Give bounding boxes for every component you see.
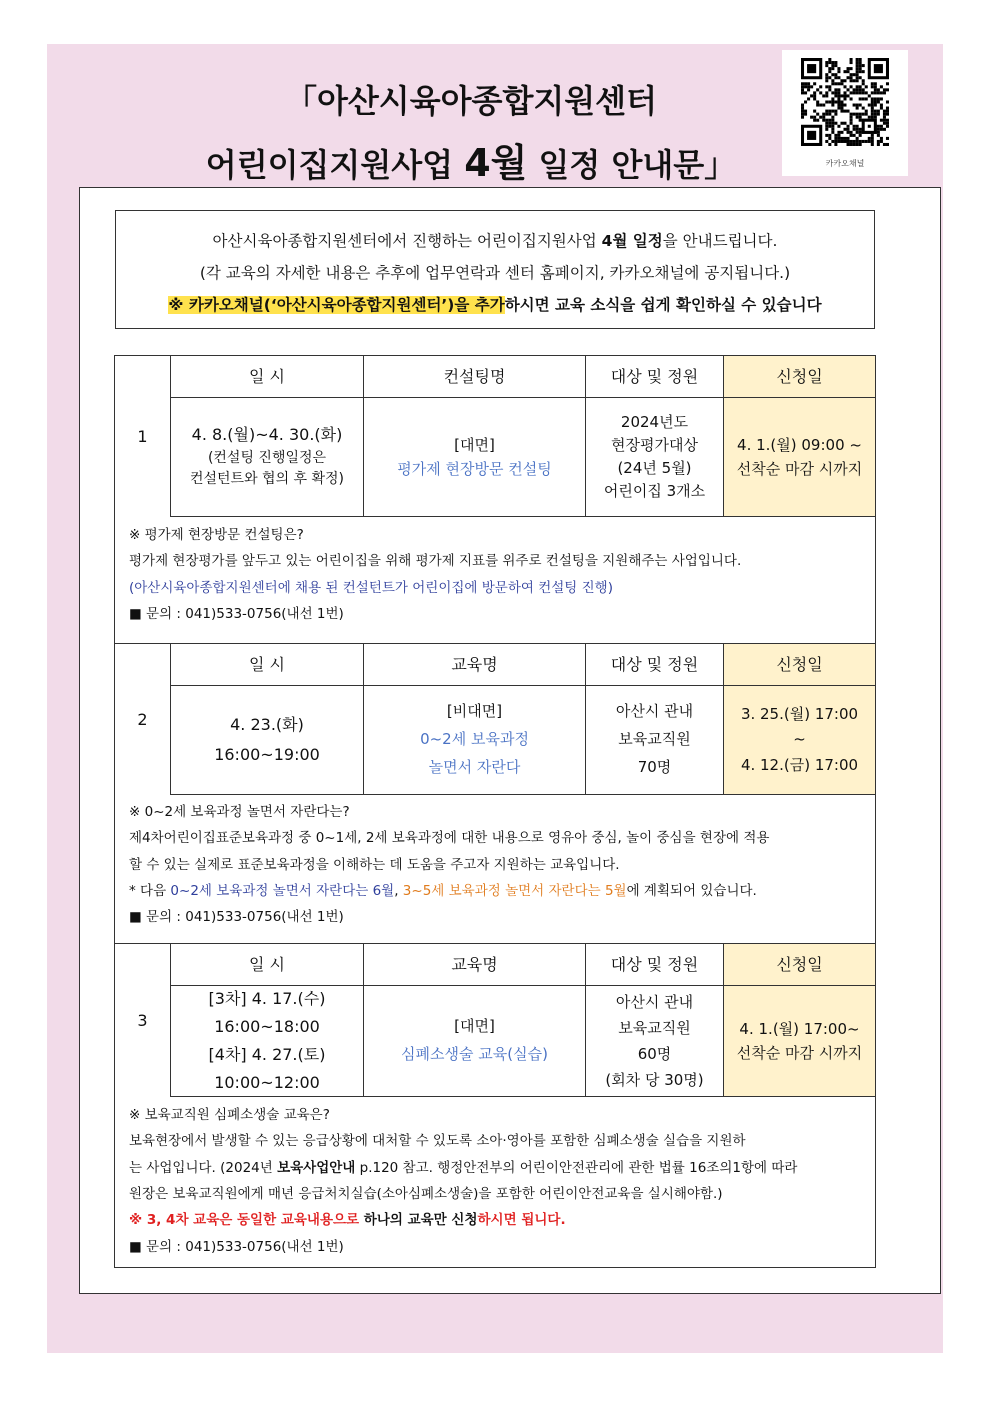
note-red-text: 하시면 됩니다. <box>477 1212 566 1229</box>
target-line: 어린이집 3개소 <box>603 482 706 501</box>
note-text: p.120 참고. 행정안전부의 어린이안전관리에 관한 법률 16조의1항에 따라 <box>355 1159 798 1176</box>
apply-line: 3. 25.(월) 17:00 <box>740 704 859 723</box>
note-text <box>129 1155 867 1181</box>
title-month: 4월 <box>464 141 528 185</box>
intro-text-end: 을 안내드립니다. <box>662 232 778 250</box>
datetime-cell <box>171 686 364 795</box>
target-line: 60명 <box>637 1045 672 1063</box>
name-mode: [비대면] <box>446 702 503 721</box>
title-text-end: 일정 안내문」 <box>527 146 737 184</box>
name-cell <box>364 398 586 517</box>
apply-line: 4. 1.(월) 09:00 ~ <box>737 436 862 454</box>
intro-text: 아산시육아종합지원센터에서 진행하는 어린이집지원사업 <box>212 232 602 250</box>
note-question: ※ 평가제 현장방문 컨설팅은? <box>129 527 304 543</box>
intro-bold: 4월 일정 <box>601 232 663 250</box>
header-apply: 신청일 <box>724 944 875 986</box>
note-text: 는 사업입니다. (2024년 <box>129 1159 278 1176</box>
contact-info: ■ 문의 : 041)533-0756(내선 1번) <box>129 909 344 926</box>
note-orange-text: 3~5세 보육과정 놀면서 자란다는 5월 <box>402 882 627 899</box>
intro-line3 <box>116 293 874 315</box>
apply-cell <box>724 686 875 795</box>
note-text: 에 계획되어 있습니다. <box>626 882 757 899</box>
note-text: (아산시육아종합지원센터에 채용 된 컨설턴트가 어린이집에 방문하여 컨설팅 진행) <box>129 579 613 596</box>
header-apply: 신청일 <box>724 644 875 686</box>
title-text: 어린이집지원사업 <box>205 146 465 184</box>
header-datetime: 일 시 <box>171 644 364 686</box>
datetime-line: 16:00~18:00 <box>214 1017 320 1036</box>
datetime-line: 4. 8.(월)~4. 30.(화) <box>191 424 343 444</box>
intro-box <box>115 210 875 329</box>
section-note <box>115 1102 877 1260</box>
section-number: 3 <box>115 944 171 1097</box>
note-bold-text: 보육사업안내 <box>277 1159 356 1176</box>
course-name: 평가제 현장방문 컨설팅 <box>397 460 552 478</box>
apply-line: 선착순 마감 시까지 <box>736 1044 863 1062</box>
header-name: 교육명 <box>364 944 586 986</box>
contact-info: ■ 문의 : 041)533-0756(내선 1번) <box>129 605 344 622</box>
note-text: * 다음 <box>129 882 171 899</box>
datetime-line: 4. 23.(화) <box>230 715 304 735</box>
target-line: (24년 5월) <box>617 459 692 477</box>
note-text: 원장은 보육교직원에게 매년 응급처치실습(소아심폐소생술)을 포함한 어린이안전교육을 실시해야함.) <box>129 1185 723 1202</box>
header-datetime: 일 시 <box>171 356 364 398</box>
note-blue-text: 0~2세 보육과정 놀면서 자란다는 6월 <box>170 882 395 899</box>
name-cell <box>364 986 586 1097</box>
note-question: ※ 보육교직원 심폐소생술 교육은? <box>129 1107 330 1123</box>
header-datetime: 일 시 <box>171 944 364 986</box>
section-note <box>115 522 877 627</box>
course-name: 0~2세 보육과정 <box>420 730 529 749</box>
note-schedule <box>129 878 867 904</box>
target-line: 아산시 관내 <box>615 702 694 721</box>
target-line: 보육교직원 <box>618 1018 691 1037</box>
datetime-line: 컨설턴트와 협의 후 확정) <box>189 471 345 488</box>
course-name: 심폐소생술 교육(실습) <box>401 1045 548 1063</box>
course-name: 놀면서 자란다 <box>428 757 521 776</box>
note-question: ※ 0~2세 보육과정 놀면서 자란다는? <box>129 804 350 820</box>
page-title-line2 <box>47 132 895 187</box>
intro-text-tail: 하시면 교육 소식을 쉽게 확인하실 수 있습니다 <box>504 296 822 314</box>
section-number: 2 <box>115 644 171 795</box>
apply-line: 4. 12.(금) 17:00 <box>740 755 859 774</box>
datetime-line: [3차] 4. 17.(수) <box>208 989 326 1008</box>
target-line: 아산시 관내 <box>615 992 694 1011</box>
name-cell <box>364 686 586 795</box>
datetime-line: 10:00~12:00 <box>214 1073 320 1092</box>
header-apply: 신청일 <box>724 356 875 398</box>
apply-cell <box>724 398 875 517</box>
target-line: 2024년도 <box>620 412 689 431</box>
target-cell <box>586 986 724 1097</box>
note-text: , <box>394 882 403 899</box>
note-text: 할 수 있는 실제로 표준보육과정을 이해하는 데 도움을 주고자 지원하는 교육입니다. <box>129 856 620 873</box>
section-1 <box>114 355 876 644</box>
note-text: 보육현장에서 발생할 수 있는 응급상황에 대처할 수 있도록 소아·영아를 포함한 심폐소생술 실습을 지원하 <box>129 1133 746 1150</box>
header-target: 대상 및 정원 <box>586 944 724 986</box>
qr-code-icon <box>801 58 889 146</box>
target-cell <box>586 686 724 795</box>
name-mode: [대면] <box>454 1017 495 1036</box>
section-2 <box>114 643 876 944</box>
datetime-line: 16:00~19:00 <box>214 745 320 764</box>
contact-info: ■ 문의 : 041)533-0756(내선 1번) <box>129 1238 344 1255</box>
target-line: 70명 <box>637 757 672 776</box>
apply-line: ~ <box>793 730 806 749</box>
target-line: 보육교직원 <box>618 730 691 749</box>
page-title-line1: 「아산시육아종합지원센터 <box>284 82 658 120</box>
header-target: 대상 및 정원 <box>586 356 724 398</box>
kakao-channel-qr[interactable] <box>782 50 908 176</box>
datetime-line: [4차] 4. 27.(토) <box>208 1045 326 1064</box>
target-line: 현장평가대상 <box>611 435 698 454</box>
datetime-line: (컨설팅 진행일정은 <box>207 449 327 466</box>
header-target: 대상 및 정원 <box>586 644 724 686</box>
intro-line1 <box>116 229 874 251</box>
section-number: 1 <box>115 356 171 517</box>
target-cell <box>586 398 724 517</box>
name-mode: [대면] <box>454 436 495 454</box>
apply-line: 4. 1.(월) 17:00~ <box>739 1020 860 1038</box>
header-name: 컨설팅명 <box>364 356 586 398</box>
note-warning <box>129 1207 867 1233</box>
note-text: 제4차어린이집표준보육과정 중 0~1세, 2세 보육과정에 대한 내용으로 영유아 중심, 놀이 중심을 현장에 적용 <box>129 830 770 847</box>
qr-caption: 카카오채널 <box>825 159 865 168</box>
header-name: 교육명 <box>364 644 586 686</box>
datetime-cell <box>171 986 364 1097</box>
note-text: 평가제 현장평가를 앞두고 있는 어린이집을 위해 평가제 지표를 위주로 컨설팅을 지원해주는 사업입니다. <box>129 553 742 570</box>
section-3 <box>114 943 876 1268</box>
intro-line2: (각 교육의 자세한 내용은 추후에 업무연락과 센터 홈페이지, 카카오채널에 공지됩니다.) <box>199 264 791 282</box>
apply-line: 선착순 마감 시까지 <box>736 460 863 478</box>
apply-cell <box>724 986 875 1097</box>
section-note <box>115 799 877 931</box>
target-line: (회차 당 30명) <box>605 1071 704 1090</box>
note-red-text: ※ 3, 4차 교육은 동일한 교육내용으로 <box>129 1212 364 1229</box>
intro-highlight: ※ 카카오채널(‘아산시육아종합지원센터’)을 추가 <box>168 296 505 314</box>
page-background <box>47 44 943 1353</box>
datetime-cell <box>171 398 364 517</box>
note-text: 하나의 교육만 신청 <box>363 1212 478 1229</box>
